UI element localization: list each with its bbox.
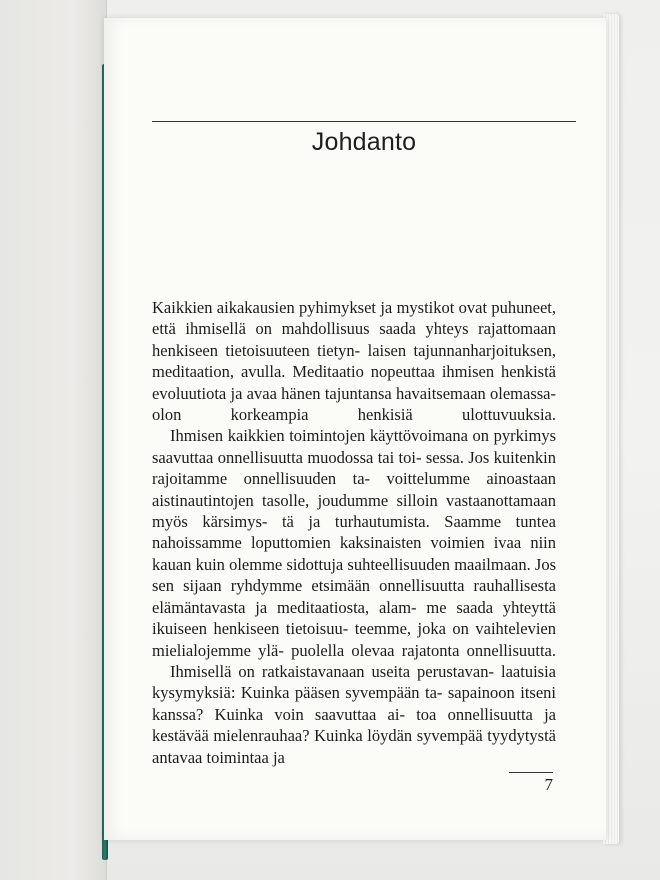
text-line: puhuneet, että ihmisellä on mahdollisuus saada	[152, 298, 557, 339]
text-line: laisen tajunnanharjoituksen, meditaation, avulla.	[152, 340, 557, 382]
text-line: laatuisia kysymyksiä: Kuinka pääsen syvempään ta-	[152, 661, 556, 703]
paragraph	[152, 297, 556, 425]
text-line: sapainoon itseni kanssa? Kuinka voin saavuttaa ai-	[152, 683, 557, 724]
text-line: Ihmisen kaikkien toimintojen käyttövoimana on	[170, 426, 490, 446]
paragraph	[152, 425, 556, 660]
page-number: 7	[544, 775, 553, 794]
text-line: löydän syvempää tyydytystä antavaa toimintaa ja	[152, 726, 556, 767]
text-line: yhteys rajattomaan henkiseen tietoisuuteen tietyn-	[152, 319, 557, 360]
text-line: loputtomien kaksinaisten voimien ivaa niin kauan	[152, 533, 556, 574]
text-line: ja avaa hänen tajuntansa havaitsemaan olemassa-	[230, 383, 557, 403]
text-line: rauhallisesta elämäntavasta ja meditaatiosta, alam-	[152, 576, 556, 617]
text-line: joudumme silloin vastaanottamaan myös kärsimys-	[152, 490, 556, 532]
text-line: puolella olevaa rajatonta onnellisuutta.	[291, 640, 556, 660]
text-line: me saada yhteyttä ikuiseen henkiseen tietoisuu-	[152, 597, 557, 639]
text-line: olon korkeampia henkisiä ulottuvuuksia.	[152, 405, 556, 425]
text-line: voittelumme ainoastaan aistinautintojen tasolle,	[152, 469, 556, 510]
text-line: Ihmisellä on ratkaistavanaan useita perustavan-	[170, 661, 494, 681]
book-page	[104, 18, 606, 840]
text-line: toa onnellisuutta ja kestävää mielenrauhaa? Kuinka	[152, 704, 557, 746]
text-line: pyrkimys saavuttaa onnellisuutta muodossa tai toi-	[152, 426, 556, 467]
previous-page-edge	[0, 0, 107, 880]
text-line: tä ja turhautumista. Saamme tuntea nahoissamme	[152, 512, 556, 553]
chapter-title: Johdanto	[311, 128, 417, 156]
text-line: kuin olemme sidottuja suhteellisuuden maailmaan.	[195, 554, 531, 574]
text-line: Meditaatio nopeuttaa ihmisen henkistä evoluutiota	[152, 362, 556, 403]
text-line: Jos sen sijaan ryhdymme etsimään onnellisuutta	[152, 554, 556, 596]
text-line: sessa. Jos kuitenkin rajoitamme onnellisuuden ta-	[152, 447, 556, 489]
text-line: teemme, joka on vaihtelevien mielialojemme ylä-	[152, 619, 556, 660]
paragraph	[152, 661, 556, 768]
body-text	[152, 297, 556, 768]
text-line: Kaikkien aikakausien pyhimykset ja mystikot ovat	[152, 298, 488, 317]
